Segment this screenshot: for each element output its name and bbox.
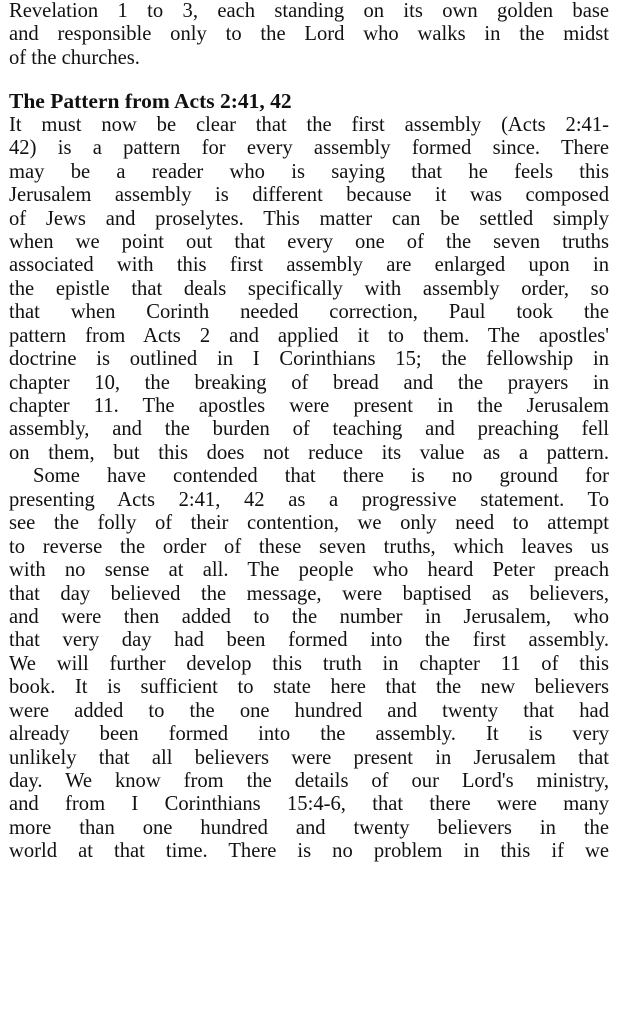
- text-line: with no sense at all. The people who heard Peter preach: [9, 559, 609, 582]
- text-line: that very day had been formed into the first assembly.: [9, 629, 609, 652]
- text-line: that day believed the message, were baptised as believers,: [9, 582, 609, 605]
- paragraph-gap: [9, 70, 609, 90]
- text-line: world at that time. There is no problem in this if we: [9, 840, 609, 863]
- book-page: [9, 0, 609, 864]
- text-line: when we point out that every one of the seven truths: [9, 230, 609, 253]
- text-line: We will further develop this truth in chapter 11 of this: [9, 652, 609, 675]
- text-line: chapter 10, the breaking of bread and the prayers in: [9, 371, 609, 394]
- text-line: of the churches.: [9, 46, 140, 69]
- text-line: on them, but this does not reduce its value as a pattern.: [9, 441, 609, 464]
- text-line: already been formed into the assembly. It is very: [9, 723, 609, 746]
- text-line: It must now be clear that the first assembly (Acts 2:41-: [9, 113, 609, 136]
- section-heading: The Pattern from Acts 2:41, 42: [9, 89, 292, 114]
- text-line: more than one hundred and twenty believers in the: [9, 816, 609, 839]
- paragraph-1: [9, 114, 609, 466]
- paragraph-2: [9, 465, 609, 863]
- text-line: assembly, and the burden of teaching and preaching fell: [9, 418, 609, 441]
- text-line: were added to the one hundred and twenty that had: [9, 699, 609, 722]
- text-line: pattern from Acts 2 and applied it to them. The apostles': [9, 324, 609, 347]
- text-line: doctrine is outlined in I Corinthians 15; the fellowship in: [9, 348, 609, 371]
- text-line: may be a reader who is saying that he feels this: [9, 160, 609, 183]
- text-line: see the folly of their contention, we only need to attempt: [9, 512, 609, 535]
- text-line: day. We know from the details of our Lord's ministry,: [9, 770, 609, 792]
- text-line: of Jews and proselytes. This matter can be settled simply: [9, 207, 609, 230]
- text-line: Some have contended that there is no ground for: [33, 465, 609, 488]
- text-line: Jerusalem assembly is different because it was composed: [9, 184, 609, 207]
- text-line: that when Corinth needed correction, Paul took the: [9, 301, 609, 324]
- text-line: book. It is sufficient to state here that the new believers: [9, 676, 609, 699]
- text-line: 42) is a pattern for every assembly formed since. There: [9, 137, 609, 160]
- text-line: and from I Corinthians 15:4-6, that there were many: [9, 793, 609, 816]
- text-line: and responsible only to the Lord who walks in the midst: [9, 23, 609, 46]
- text-line: unlikely that all believers were present in Jerusalem that: [9, 746, 609, 769]
- text-line: Revelation 1 to 3, each standing on its own golden base: [9, 0, 609, 22]
- text-line: the epistle that deals specifically with assembly order, so: [9, 277, 609, 300]
- text-line: associated with this first assembly are enlarged upon in: [9, 254, 609, 277]
- text-line: chapter 11. The apostles were present in the Jerusalem: [9, 395, 609, 417]
- text-line: and were then added to the number in Jerusalem, who: [9, 605, 609, 628]
- text-line: presenting Acts 2:41, 42 as a progressive statement. To: [9, 488, 609, 511]
- intro-paragraph: [9, 0, 609, 70]
- text-line: to reverse the order of these seven truths, which leaves us: [9, 535, 609, 558]
